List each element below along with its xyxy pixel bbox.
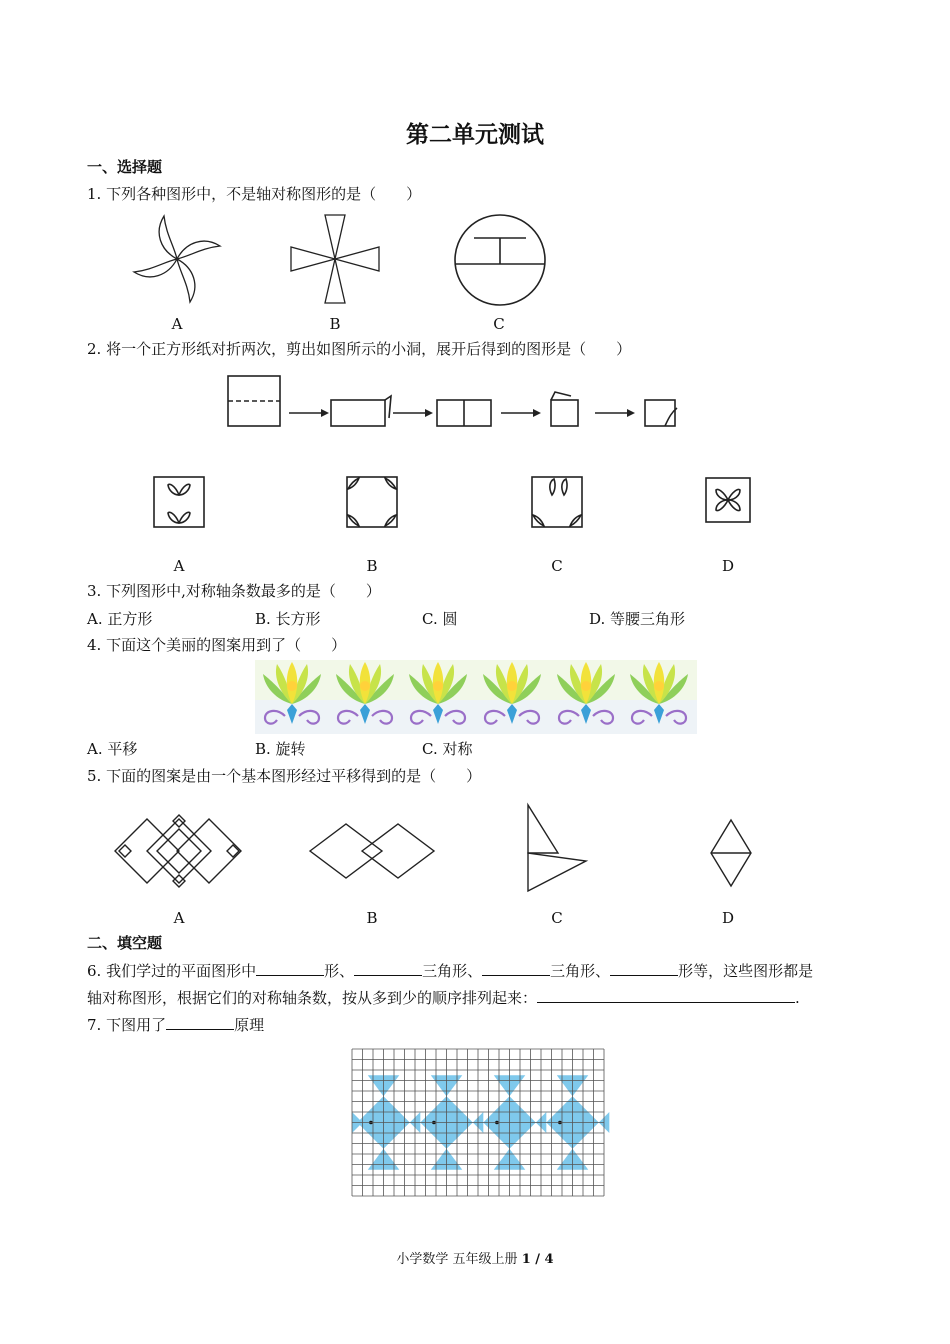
q3-option-d: D. 等腰三角形 (589, 610, 686, 628)
q6-blank-4[interactable] (610, 960, 678, 976)
q5-label-c: C (551, 909, 563, 927)
q2-option-c (530, 475, 584, 529)
question-6-line-2 (87, 987, 800, 1008)
question-1: 1. 下列各种图形中，不是轴对称图形的是（ ） (87, 185, 422, 203)
q6-blank-2[interactable] (354, 960, 422, 976)
q7-blank[interactable] (166, 1014, 234, 1030)
q6-suffix-2: 三角形、 (422, 962, 483, 980)
q3-option-c: C. 圆 (422, 610, 458, 628)
q4-option-a: A. 平移 (87, 740, 138, 758)
question-3: 3. 下列图形中,对称轴条数最多的是（ ） (87, 582, 381, 600)
question-7 (87, 1014, 264, 1035)
page-title: 第二单元测试 (406, 122, 544, 148)
q6-blank-order[interactable] (537, 987, 795, 1003)
q6-blank-3[interactable] (482, 960, 550, 976)
page-footer (0, 1248, 950, 1267)
question-2: 2. 将一个正方形纸对折两次，剪出如图所示的小洞，展开后得到的图形是（ ） (87, 340, 632, 358)
q2-option-a (152, 475, 206, 529)
q5-figure-d-rhombus (709, 818, 753, 888)
q2-folding-steps (225, 372, 685, 432)
q4-option-b: B. 旋转 (255, 740, 306, 758)
q5-figure-a-knot (115, 815, 243, 887)
q4-decorative-border-pattern (255, 660, 697, 734)
q3-option-a: A. 正方形 (87, 610, 153, 628)
q6-line-2-text: 轴对称图形，根据它们的对称轴条数，按从多到少的顺序排列起来： (87, 989, 538, 1007)
q7-grid-fish-pattern (352, 1049, 604, 1201)
q5-figure-c-triangles (526, 803, 590, 895)
q6-suffix-4: 形等，这些图形都是 (678, 962, 814, 980)
q3-option-b: B. 长方形 (255, 610, 321, 628)
q6-blank-1[interactable] (256, 960, 324, 976)
q2-label-c: C (551, 557, 563, 575)
q7-prefix: 7. 下图用了 (87, 1016, 167, 1034)
question-6-line-1 (87, 960, 813, 981)
q2-label-a: A (173, 557, 185, 575)
q2-label-d: D (721, 557, 735, 575)
q5-label-a: A (173, 909, 185, 927)
section-fill-heading: 二、填空题 (87, 934, 163, 952)
question-5: 5. 下面的图案是由一个基本图形经过平移得到的是（ ） (87, 767, 482, 785)
page-number: 1 / 4 (521, 1252, 554, 1267)
q2-option-b (345, 475, 399, 529)
q6-prefix: 6. 我们学过的平面图形中 (87, 962, 257, 980)
section-choice-heading: 一、选择题 (87, 158, 163, 176)
q1-label-a: A (171, 315, 183, 333)
question-4: 4. 下面这个美丽的图案用到了（ ） (87, 636, 347, 654)
q5-figure-b-diamonds (308, 822, 436, 880)
q4-option-c: C. 对称 (422, 740, 473, 758)
q1-figure-c-circle (452, 212, 548, 308)
q6-suffix-1: 形、 (324, 962, 355, 980)
q6-suffix-3: 三角形、 (550, 962, 611, 980)
q5-label-d: D (721, 909, 735, 927)
q1-figure-a-pinwheel (130, 212, 225, 307)
q5-label-b: B (366, 909, 378, 927)
q1-label-c: C (493, 315, 505, 333)
footer-text: 小学数学 五年级上册 (396, 1252, 522, 1267)
q1-figure-b-cross (288, 212, 383, 307)
q1-label-b: B (329, 315, 341, 333)
q6-end: . (795, 989, 800, 1007)
q2-label-b: B (366, 557, 378, 575)
q7-suffix: 原理 (234, 1016, 265, 1034)
q2-option-d (704, 476, 752, 524)
